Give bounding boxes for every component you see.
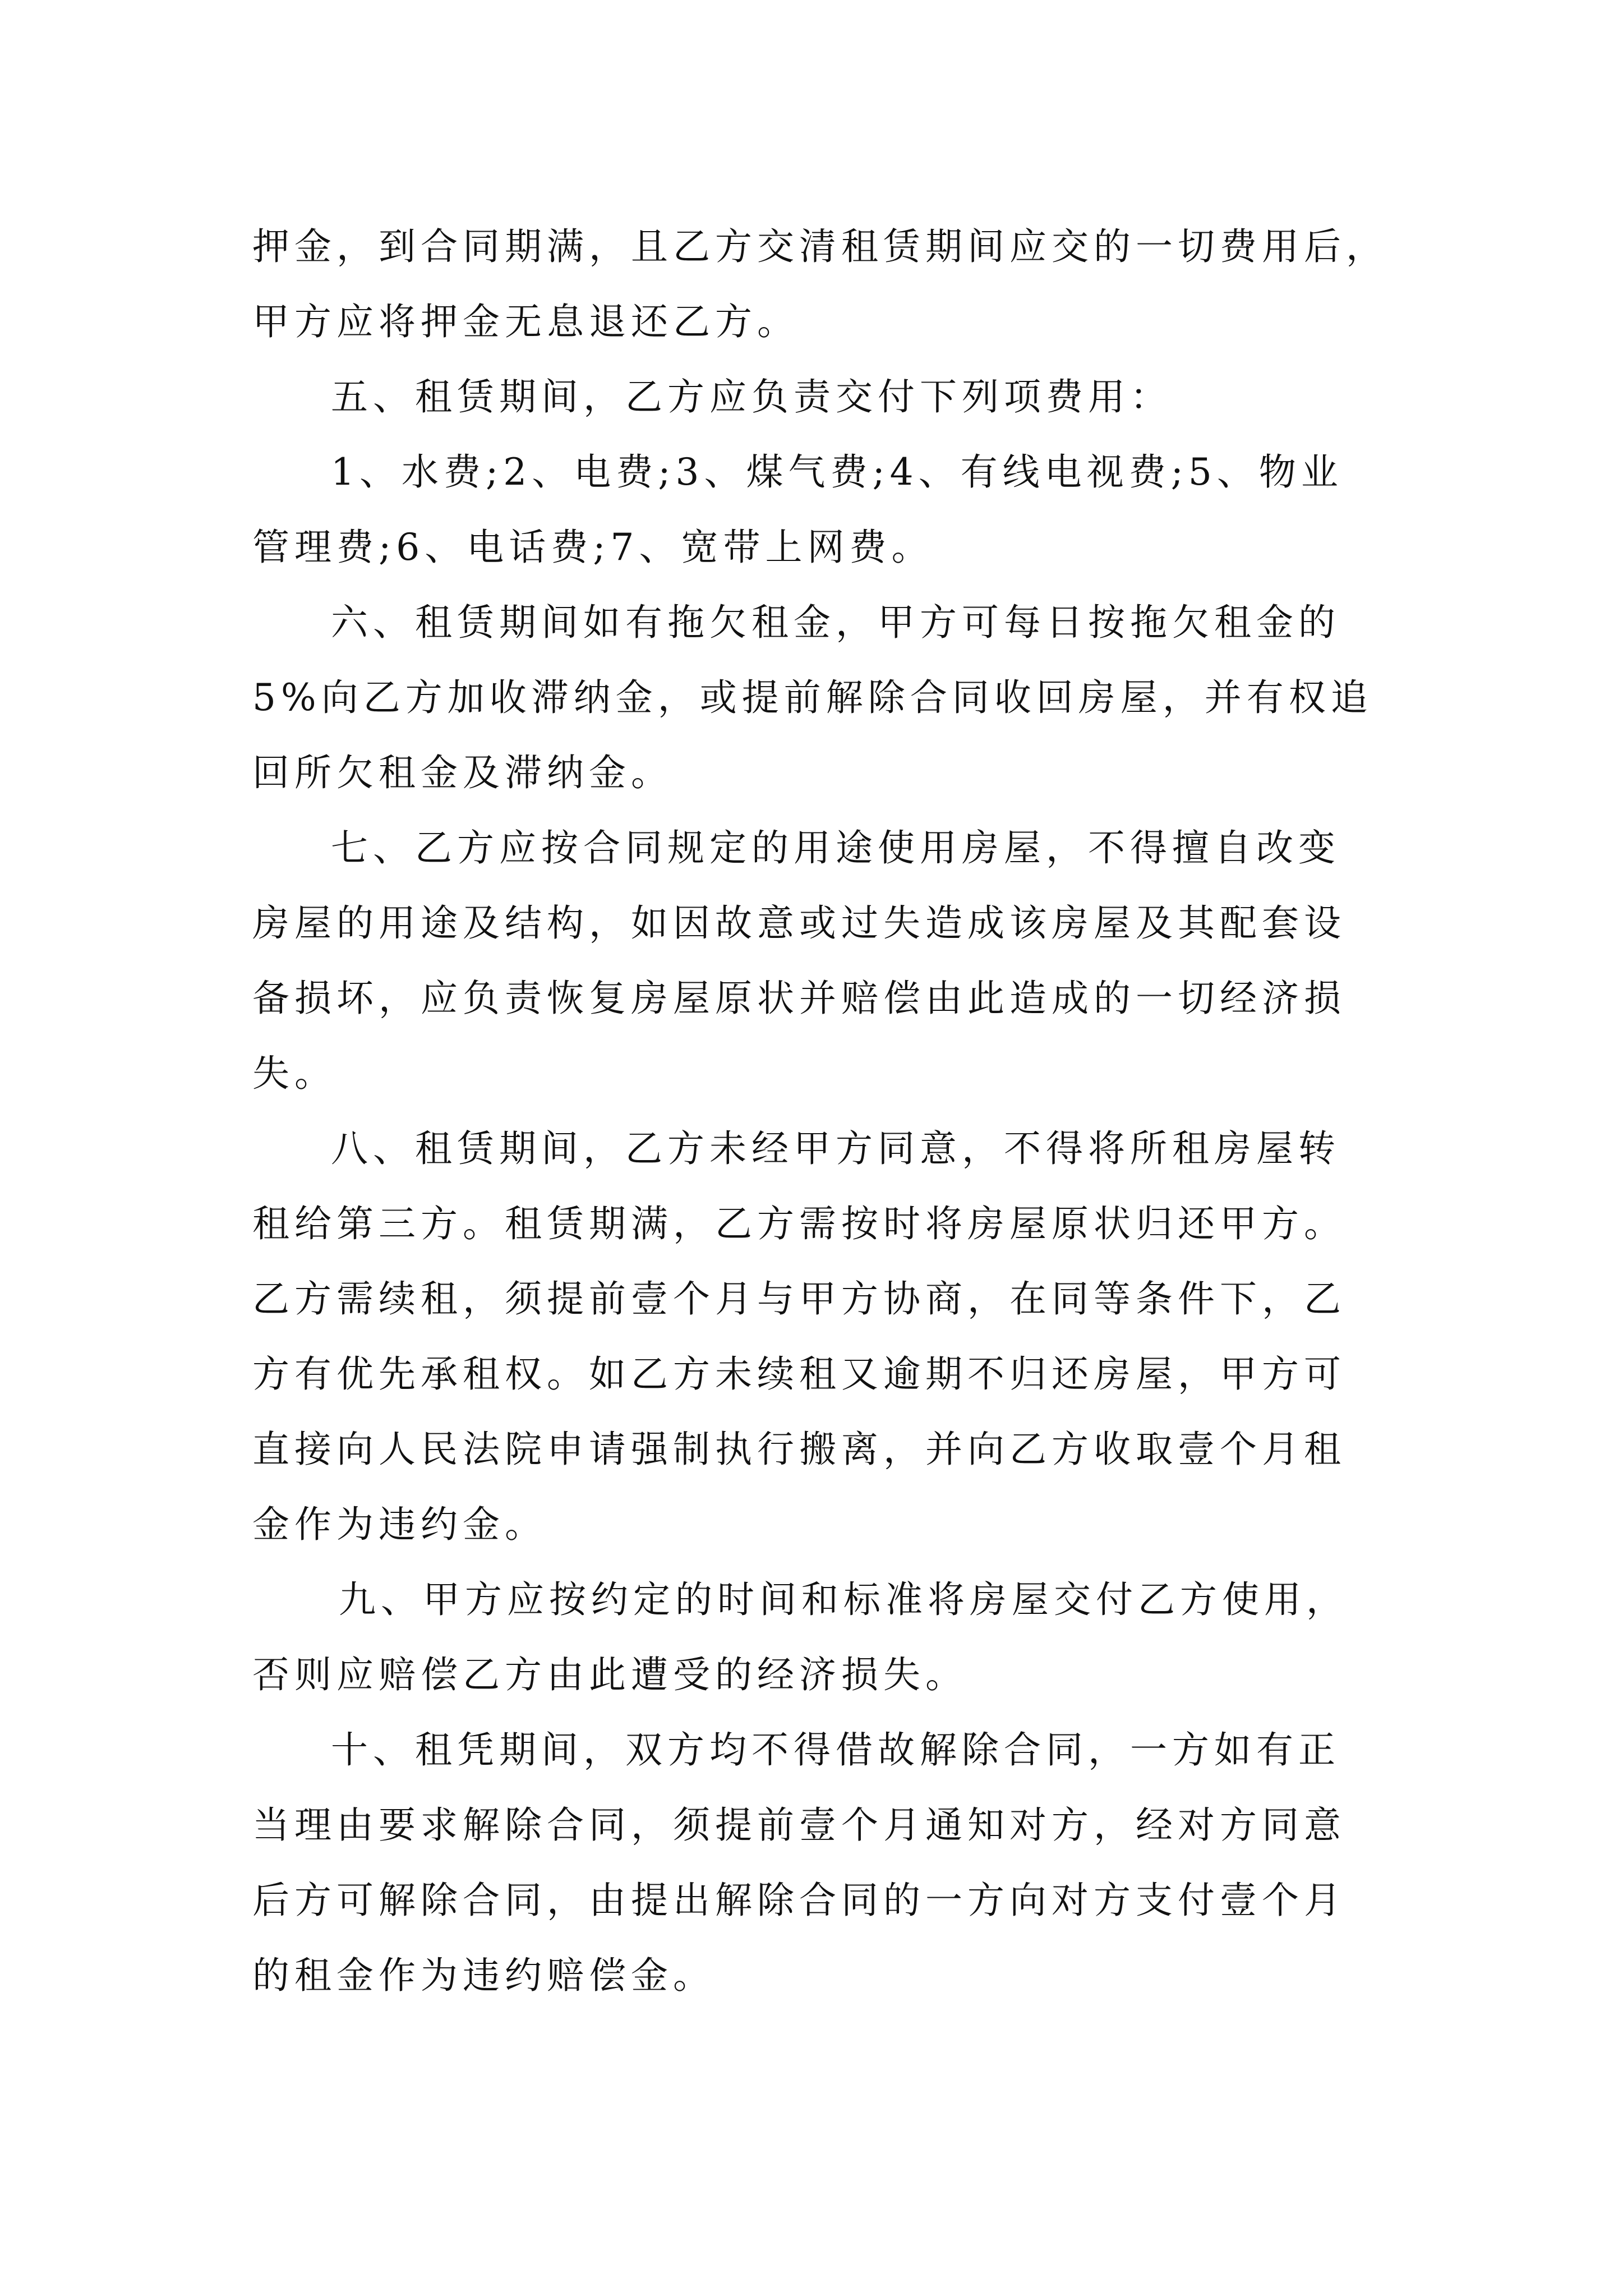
clause-heading-line: 九、甲方应按约定的时间和标准将房屋交付乙方使用， <box>339 1578 1348 1621</box>
paragraph-line: 回所欠租金及滞纳金。 <box>252 751 673 794</box>
paragraph-line: 直接向人民法院申请强制执行搬离，并向乙方收取壹个月租 <box>252 1428 1346 1471</box>
paragraph-line: 备损坏，应负责恢复房屋原状并赔偿由此造成的一切经济损 <box>252 977 1346 1020</box>
paragraph-line: 当理由要求解除合同，须提前壹个月通知对方，经对方同意 <box>252 1803 1346 1847</box>
paragraph-line: 乙方需续租，须提前壹个月与甲方协商，在同等条件下，乙 <box>252 1277 1346 1320</box>
paragraph-line: 否则应赔偿乙方由此遭受的经济损失。 <box>252 1653 967 1696</box>
paragraph-line: 方有优先承租权。如乙方未续租又逾期不归还房屋，甲方可 <box>252 1352 1346 1396</box>
paragraph-line: 5%向乙方加收滞纳金，或提前解除合同收回房屋，并有权追 <box>252 676 1373 719</box>
clause-heading-line: 五、租赁期间，乙方应负责交付下列项费用： <box>331 375 1172 418</box>
paragraph-line: 管理费;6、电话费;7、宽带上网费。 <box>252 526 934 569</box>
paragraph-line: 房屋的用途及结构，如因故意或过失造成该房屋及其配套设 <box>252 901 1346 945</box>
paragraph-line: 的租金作为违约赔偿金。 <box>252 1954 715 1997</box>
clause-heading-line: 六、租赁期间如有拖欠租金，甲方可每日按拖欠租金的 <box>331 601 1340 644</box>
clause-heading-line: 七、乙方应按合同规定的用途使用房屋，不得擅自改变 <box>331 826 1340 869</box>
paragraph-line: 租给第三方。租赁期满，乙方需按时将房屋原状归还甲方。 <box>252 1202 1346 1245</box>
paragraph-line: 1、水费;2、电费;3、煤气费;4、有线电视费;5、物业 <box>331 450 1343 494</box>
paragraph-line: 失。 <box>252 1052 336 1095</box>
paragraph-line: 金作为违约金。 <box>252 1503 547 1546</box>
paragraph-line: 押金，到合同期满，且乙方交清租赁期间应交的一切费用后， <box>252 225 1388 268</box>
paragraph-line: 甲方应将押金无息退还乙方。 <box>252 300 799 343</box>
clause-heading-line: 八、租赁期间，乙方未经甲方同意，不得将所租房屋转 <box>331 1127 1340 1170</box>
clause-heading-line: 十、租凭期间，双方均不得借故解除合同，一方如有正 <box>331 1728 1340 1772</box>
paragraph-line: 后方可解除合同，由提出解除合同的一方向对方支付壹个月 <box>252 1879 1346 1922</box>
